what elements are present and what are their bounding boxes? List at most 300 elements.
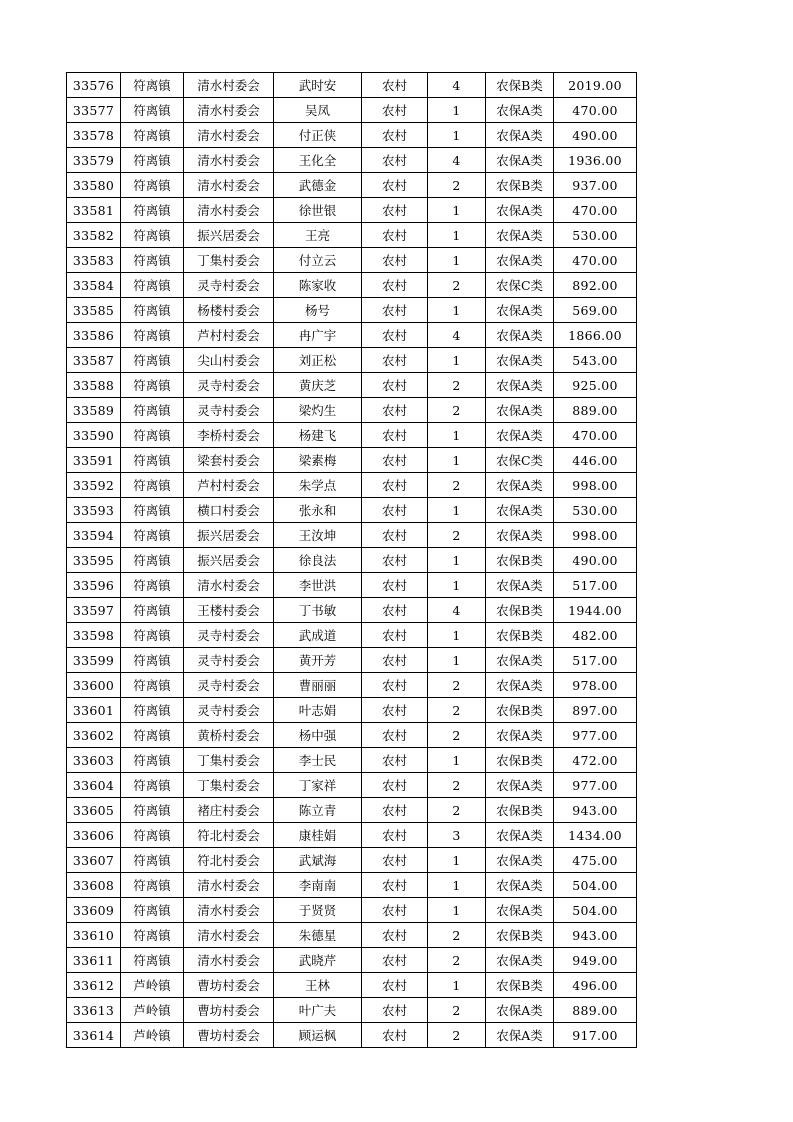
amount-cell: 490.00 — [554, 123, 637, 148]
town-cell: 符离镇 — [121, 723, 184, 748]
record-id-cell: 33578 — [67, 123, 121, 148]
insurance-category-cell: 农保B类 — [486, 973, 554, 998]
amount-cell: 943.00 — [554, 798, 637, 823]
area-type-cell: 农村 — [362, 123, 428, 148]
table-row — [67, 323, 637, 348]
village-committee-cell: 王楼村委会 — [184, 598, 274, 623]
table-row — [67, 648, 637, 673]
person-name-cell: 杨号 — [274, 298, 362, 323]
record-id-cell: 33576 — [67, 73, 121, 98]
insurance-category-cell: 农保A类 — [486, 898, 554, 923]
household-count-cell: 2 — [428, 523, 486, 548]
area-type-cell: 农村 — [362, 573, 428, 598]
amount-cell: 543.00 — [554, 348, 637, 373]
village-committee-cell: 李桥村委会 — [184, 423, 274, 448]
area-type-cell: 农村 — [362, 823, 428, 848]
household-count-cell: 1 — [428, 223, 486, 248]
household-count-cell: 1 — [428, 298, 486, 323]
insurance-category-cell: 农保A类 — [486, 648, 554, 673]
village-committee-cell: 清水村委会 — [184, 98, 274, 123]
person-name-cell: 陈家收 — [274, 273, 362, 298]
person-name-cell: 王化全 — [274, 148, 362, 173]
person-name-cell: 叶志娟 — [274, 698, 362, 723]
person-name-cell: 付正侠 — [274, 123, 362, 148]
person-name-cell: 刘正松 — [274, 348, 362, 373]
insurance-category-cell: 农保A类 — [486, 323, 554, 348]
town-cell: 芦岭镇 — [121, 998, 184, 1023]
household-count-cell: 1 — [428, 198, 486, 223]
area-type-cell: 农村 — [362, 348, 428, 373]
amount-cell: 475.00 — [554, 848, 637, 873]
amount-cell: 925.00 — [554, 373, 637, 398]
person-name-cell: 梁素梅 — [274, 448, 362, 473]
village-committee-cell: 芦村村委会 — [184, 323, 274, 348]
table-row — [67, 398, 637, 423]
insurance-category-cell: 农保B类 — [486, 548, 554, 573]
person-name-cell: 朱德星 — [274, 923, 362, 948]
area-type-cell: 农村 — [362, 223, 428, 248]
village-committee-cell: 符北村委会 — [184, 823, 274, 848]
amount-cell: 998.00 — [554, 523, 637, 548]
amount-cell: 889.00 — [554, 398, 637, 423]
table-row — [67, 248, 637, 273]
table-row — [67, 123, 637, 148]
record-id-cell: 33589 — [67, 398, 121, 423]
town-cell: 符离镇 — [121, 648, 184, 673]
household-count-cell: 1 — [428, 248, 486, 273]
insurance-category-cell: 农保A类 — [486, 348, 554, 373]
record-id-cell: 33609 — [67, 898, 121, 923]
record-id-cell: 33594 — [67, 523, 121, 548]
record-id-cell: 33584 — [67, 273, 121, 298]
area-type-cell: 农村 — [362, 298, 428, 323]
insurance-category-cell: 农保A类 — [486, 948, 554, 973]
household-count-cell: 2 — [428, 948, 486, 973]
table-row — [67, 423, 637, 448]
household-count-cell: 4 — [428, 598, 486, 623]
amount-cell: 897.00 — [554, 698, 637, 723]
household-count-cell: 4 — [428, 73, 486, 98]
person-name-cell: 陈立青 — [274, 798, 362, 823]
village-committee-cell: 振兴居委会 — [184, 523, 274, 548]
table-row — [67, 573, 637, 598]
amount-cell: 470.00 — [554, 248, 637, 273]
record-id-cell: 33604 — [67, 773, 121, 798]
village-committee-cell: 清水村委会 — [184, 123, 274, 148]
record-id-cell: 33603 — [67, 748, 121, 773]
village-committee-cell: 曹坊村委会 — [184, 973, 274, 998]
household-count-cell: 4 — [428, 323, 486, 348]
town-cell: 芦岭镇 — [121, 973, 184, 998]
insurance-category-cell: 农保B类 — [486, 598, 554, 623]
town-cell: 符离镇 — [121, 698, 184, 723]
table-row — [67, 73, 637, 98]
amount-cell: 530.00 — [554, 223, 637, 248]
record-id-cell: 33591 — [67, 448, 121, 473]
record-id-cell: 33598 — [67, 623, 121, 648]
person-name-cell: 武晓芹 — [274, 948, 362, 973]
village-committee-cell: 灵寺村委会 — [184, 398, 274, 423]
village-committee-cell: 清水村委会 — [184, 173, 274, 198]
town-cell: 符离镇 — [121, 748, 184, 773]
area-type-cell: 农村 — [362, 673, 428, 698]
record-id-cell: 33577 — [67, 98, 121, 123]
village-committee-cell: 振兴居委会 — [184, 548, 274, 573]
record-id-cell: 33582 — [67, 223, 121, 248]
insurance-category-cell: 农保A类 — [486, 298, 554, 323]
person-name-cell: 武时安 — [274, 73, 362, 98]
area-type-cell: 农村 — [362, 623, 428, 648]
table-row — [67, 773, 637, 798]
village-committee-cell: 清水村委会 — [184, 573, 274, 598]
person-name-cell: 吴凤 — [274, 98, 362, 123]
household-count-cell: 1 — [428, 648, 486, 673]
area-type-cell: 农村 — [362, 423, 428, 448]
household-count-cell: 2 — [428, 1023, 486, 1048]
table-row — [67, 1023, 637, 1048]
person-name-cell: 冉广宇 — [274, 323, 362, 348]
table-row — [67, 623, 637, 648]
table-row — [67, 148, 637, 173]
table-row — [67, 473, 637, 498]
household-count-cell: 2 — [428, 798, 486, 823]
amount-cell: 569.00 — [554, 298, 637, 323]
town-cell: 符离镇 — [121, 98, 184, 123]
area-type-cell: 农村 — [362, 898, 428, 923]
household-count-cell: 2 — [428, 473, 486, 498]
table-row — [67, 998, 637, 1023]
amount-cell: 998.00 — [554, 473, 637, 498]
village-committee-cell: 清水村委会 — [184, 898, 274, 923]
amount-cell: 977.00 — [554, 723, 637, 748]
amount-cell: 949.00 — [554, 948, 637, 973]
insurance-category-cell: 农保A类 — [486, 998, 554, 1023]
town-cell: 符离镇 — [121, 123, 184, 148]
record-id-cell: 33579 — [67, 148, 121, 173]
area-type-cell: 农村 — [362, 948, 428, 973]
table-row — [67, 373, 637, 398]
insurance-category-cell: 农保A类 — [486, 123, 554, 148]
record-id-cell: 33601 — [67, 698, 121, 723]
town-cell: 符离镇 — [121, 373, 184, 398]
insurance-category-cell: 农保A类 — [486, 473, 554, 498]
record-id-cell: 33592 — [67, 473, 121, 498]
record-id-cell: 33611 — [67, 948, 121, 973]
household-count-cell: 2 — [428, 773, 486, 798]
amount-cell: 504.00 — [554, 873, 637, 898]
village-committee-cell: 清水村委会 — [184, 198, 274, 223]
area-type-cell: 农村 — [362, 998, 428, 1023]
household-count-cell: 2 — [428, 698, 486, 723]
amount-cell: 943.00 — [554, 923, 637, 948]
person-name-cell: 丁书敏 — [274, 598, 362, 623]
amount-cell: 530.00 — [554, 498, 637, 523]
area-type-cell: 农村 — [362, 523, 428, 548]
record-id-cell: 33590 — [67, 423, 121, 448]
village-committee-cell: 清水村委会 — [184, 73, 274, 98]
insurance-category-cell: 农保B类 — [486, 748, 554, 773]
insurance-category-cell: 农保A类 — [486, 1023, 554, 1048]
village-committee-cell: 符北村委会 — [184, 848, 274, 873]
area-type-cell: 农村 — [362, 1023, 428, 1048]
town-cell: 符离镇 — [121, 398, 184, 423]
area-type-cell: 农村 — [362, 98, 428, 123]
table-row — [67, 448, 637, 473]
insurance-category-cell: 农保A类 — [486, 723, 554, 748]
table-row — [67, 548, 637, 573]
household-count-cell: 1 — [428, 623, 486, 648]
person-name-cell: 黄庆芝 — [274, 373, 362, 398]
area-type-cell: 农村 — [362, 448, 428, 473]
area-type-cell: 农村 — [362, 148, 428, 173]
town-cell: 符离镇 — [121, 423, 184, 448]
insurance-category-cell: 农保A类 — [486, 573, 554, 598]
area-type-cell: 农村 — [362, 373, 428, 398]
insurance-category-cell: 农保B类 — [486, 698, 554, 723]
person-name-cell: 曹丽丽 — [274, 673, 362, 698]
table-row — [67, 598, 637, 623]
person-name-cell: 李世洪 — [274, 573, 362, 598]
town-cell: 符离镇 — [121, 623, 184, 648]
record-id-cell: 33606 — [67, 823, 121, 848]
village-committee-cell: 灵寺村委会 — [184, 648, 274, 673]
record-id-cell: 33593 — [67, 498, 121, 523]
insurance-category-cell: 农保B类 — [486, 923, 554, 948]
household-count-cell: 1 — [428, 548, 486, 573]
household-count-cell: 1 — [428, 848, 486, 873]
record-id-cell: 33587 — [67, 348, 121, 373]
household-count-cell: 2 — [428, 398, 486, 423]
area-type-cell: 农村 — [362, 548, 428, 573]
household-count-cell: 4 — [428, 148, 486, 173]
area-type-cell: 农村 — [362, 598, 428, 623]
town-cell: 符离镇 — [121, 448, 184, 473]
records-table — [66, 72, 637, 1048]
insurance-category-cell: 农保A类 — [486, 98, 554, 123]
area-type-cell: 农村 — [362, 398, 428, 423]
area-type-cell: 农村 — [362, 923, 428, 948]
village-committee-cell: 清水村委会 — [184, 873, 274, 898]
amount-cell: 470.00 — [554, 423, 637, 448]
record-id-cell: 33610 — [67, 923, 121, 948]
record-id-cell: 33612 — [67, 973, 121, 998]
household-count-cell: 3 — [428, 823, 486, 848]
table-row — [67, 848, 637, 873]
village-committee-cell: 灵寺村委会 — [184, 273, 274, 298]
amount-cell: 2019.00 — [554, 73, 637, 98]
person-name-cell: 王林 — [274, 973, 362, 998]
area-type-cell: 农村 — [362, 73, 428, 98]
amount-cell: 977.00 — [554, 773, 637, 798]
area-type-cell: 农村 — [362, 798, 428, 823]
household-count-cell: 2 — [428, 923, 486, 948]
village-committee-cell: 丁集村委会 — [184, 748, 274, 773]
record-id-cell: 33614 — [67, 1023, 121, 1048]
person-name-cell: 付立云 — [274, 248, 362, 273]
insurance-category-cell: 农保B类 — [486, 623, 554, 648]
person-name-cell: 李士民 — [274, 748, 362, 773]
household-count-cell: 1 — [428, 748, 486, 773]
village-committee-cell: 灵寺村委会 — [184, 373, 274, 398]
village-committee-cell: 杨楼村委会 — [184, 298, 274, 323]
person-name-cell: 叶广夫 — [274, 998, 362, 1023]
amount-cell: 490.00 — [554, 548, 637, 573]
amount-cell: 978.00 — [554, 673, 637, 698]
area-type-cell: 农村 — [362, 198, 428, 223]
record-id-cell: 33597 — [67, 598, 121, 623]
amount-cell: 1434.00 — [554, 823, 637, 848]
village-committee-cell: 曹坊村委会 — [184, 998, 274, 1023]
table-row — [67, 223, 637, 248]
person-name-cell: 武成道 — [274, 623, 362, 648]
insurance-category-cell: 农保B类 — [486, 173, 554, 198]
village-committee-cell: 灵寺村委会 — [184, 698, 274, 723]
record-id-cell: 33613 — [67, 998, 121, 1023]
area-type-cell: 农村 — [362, 273, 428, 298]
town-cell: 符离镇 — [121, 348, 184, 373]
insurance-category-cell: 农保A类 — [486, 423, 554, 448]
household-count-cell: 1 — [428, 348, 486, 373]
record-id-cell: 33600 — [67, 673, 121, 698]
table-row — [67, 273, 637, 298]
town-cell: 符离镇 — [121, 898, 184, 923]
person-name-cell: 武德金 — [274, 173, 362, 198]
record-id-cell: 33605 — [67, 798, 121, 823]
record-id-cell: 33588 — [67, 373, 121, 398]
household-count-cell: 1 — [428, 573, 486, 598]
insurance-category-cell: 农保A类 — [486, 223, 554, 248]
insurance-category-cell: 农保A类 — [486, 673, 554, 698]
town-cell: 符离镇 — [121, 923, 184, 948]
area-type-cell: 农村 — [362, 473, 428, 498]
table-row — [67, 673, 637, 698]
insurance-category-cell: 农保A类 — [486, 398, 554, 423]
area-type-cell: 农村 — [362, 248, 428, 273]
person-name-cell: 顾运枫 — [274, 1023, 362, 1048]
household-count-cell: 1 — [428, 873, 486, 898]
amount-cell: 496.00 — [554, 973, 637, 998]
village-committee-cell: 灵寺村委会 — [184, 673, 274, 698]
town-cell: 符离镇 — [121, 598, 184, 623]
household-count-cell: 1 — [428, 973, 486, 998]
insurance-category-cell: 农保A类 — [486, 773, 554, 798]
amount-cell: 917.00 — [554, 1023, 637, 1048]
insurance-category-cell: 农保A类 — [486, 198, 554, 223]
amount-cell: 1936.00 — [554, 148, 637, 173]
area-type-cell: 农村 — [362, 748, 428, 773]
town-cell: 符离镇 — [121, 523, 184, 548]
town-cell: 符离镇 — [121, 323, 184, 348]
town-cell: 符离镇 — [121, 198, 184, 223]
area-type-cell: 农村 — [362, 723, 428, 748]
town-cell: 符离镇 — [121, 248, 184, 273]
town-cell: 符离镇 — [121, 673, 184, 698]
household-count-cell: 1 — [428, 448, 486, 473]
record-id-cell: 33595 — [67, 548, 121, 573]
village-committee-cell: 灵寺村委会 — [184, 623, 274, 648]
person-name-cell: 黄开芳 — [274, 648, 362, 673]
table-row — [67, 498, 637, 523]
town-cell: 符离镇 — [121, 223, 184, 248]
town-cell: 符离镇 — [121, 173, 184, 198]
person-name-cell: 于贤贤 — [274, 898, 362, 923]
area-type-cell: 农村 — [362, 648, 428, 673]
village-committee-cell: 梁套村委会 — [184, 448, 274, 473]
person-name-cell: 李南南 — [274, 873, 362, 898]
person-name-cell: 梁灼生 — [274, 398, 362, 423]
table-row — [67, 173, 637, 198]
town-cell: 符离镇 — [121, 798, 184, 823]
household-count-cell: 2 — [428, 373, 486, 398]
amount-cell: 892.00 — [554, 273, 637, 298]
village-committee-cell: 尖山村委会 — [184, 348, 274, 373]
insurance-category-cell: 农保B类 — [486, 798, 554, 823]
person-name-cell: 康桂娟 — [274, 823, 362, 848]
table-row — [67, 748, 637, 773]
table-row — [67, 523, 637, 548]
area-type-cell: 农村 — [362, 848, 428, 873]
town-cell: 芦岭镇 — [121, 1023, 184, 1048]
household-count-cell: 1 — [428, 898, 486, 923]
record-id-cell: 33581 — [67, 198, 121, 223]
table-row — [67, 698, 637, 723]
village-committee-cell: 褚庄村委会 — [184, 798, 274, 823]
amount-cell: 482.00 — [554, 623, 637, 648]
town-cell: 符离镇 — [121, 498, 184, 523]
insurance-category-cell: 农保B类 — [486, 73, 554, 98]
amount-cell: 446.00 — [554, 448, 637, 473]
village-committee-cell: 芦村村委会 — [184, 473, 274, 498]
town-cell: 符离镇 — [121, 573, 184, 598]
village-committee-cell: 清水村委会 — [184, 923, 274, 948]
insurance-category-cell: 农保A类 — [486, 148, 554, 173]
record-id-cell: 33599 — [67, 648, 121, 673]
table-row — [67, 823, 637, 848]
record-id-cell: 33580 — [67, 173, 121, 198]
area-type-cell: 农村 — [362, 973, 428, 998]
amount-cell: 470.00 — [554, 198, 637, 223]
village-committee-cell: 黄桥村委会 — [184, 723, 274, 748]
household-count-cell: 2 — [428, 673, 486, 698]
town-cell: 符离镇 — [121, 148, 184, 173]
household-count-cell: 1 — [428, 98, 486, 123]
town-cell: 符离镇 — [121, 473, 184, 498]
village-committee-cell: 丁集村委会 — [184, 248, 274, 273]
village-committee-cell: 振兴居委会 — [184, 223, 274, 248]
person-name-cell: 王汝坤 — [274, 523, 362, 548]
record-id-cell: 33608 — [67, 873, 121, 898]
table-row — [67, 898, 637, 923]
person-name-cell: 王亮 — [274, 223, 362, 248]
table-row — [67, 973, 637, 998]
village-committee-cell: 清水村委会 — [184, 948, 274, 973]
person-name-cell: 张永和 — [274, 498, 362, 523]
table-row — [67, 798, 637, 823]
record-id-cell: 33602 — [67, 723, 121, 748]
village-committee-cell: 清水村委会 — [184, 148, 274, 173]
amount-cell: 937.00 — [554, 173, 637, 198]
table-row — [67, 98, 637, 123]
table-row — [67, 198, 637, 223]
insurance-category-cell: 农保A类 — [486, 248, 554, 273]
record-id-cell: 33585 — [67, 298, 121, 323]
person-name-cell: 徐良法 — [274, 548, 362, 573]
table-row — [67, 923, 637, 948]
person-name-cell: 武斌海 — [274, 848, 362, 873]
person-name-cell: 朱学点 — [274, 473, 362, 498]
town-cell: 符离镇 — [121, 548, 184, 573]
record-id-cell: 33596 — [67, 573, 121, 598]
